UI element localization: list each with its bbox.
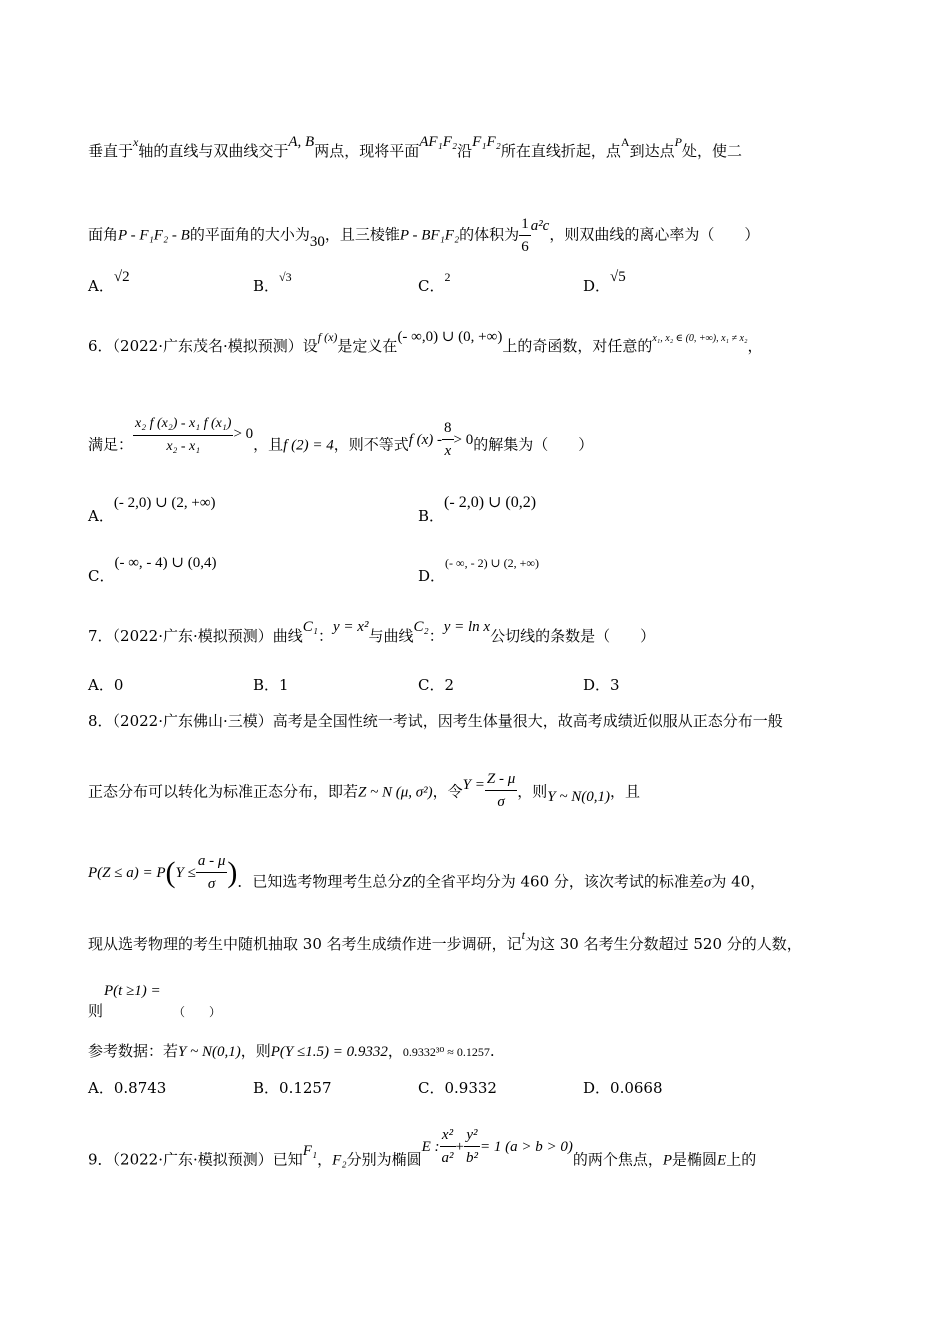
option-value: 0.0668 — [610, 1079, 663, 1097]
math-y-eq: Y = — [462, 776, 485, 793]
math-f2: f (2) = 4 — [283, 437, 334, 454]
q8-line-2 — [88, 770, 640, 815]
math-ab: A, B — [288, 134, 315, 150]
math-p: P — [674, 135, 682, 149]
text: 沿 — [457, 142, 473, 160]
math-30: 30 — [309, 233, 325, 250]
text: ， — [387, 1042, 403, 1060]
q7-option-c[interactable]: C．2 — [418, 676, 455, 694]
q5-line-2 — [88, 213, 759, 258]
q7-option-a[interactable]: A．0 — [88, 676, 124, 694]
option-value: 1 — [279, 676, 289, 694]
option-value: 2 — [444, 270, 451, 284]
text: （2022·广东佛山·三模）高考是全国性统一考试，因考生体量很大，故高考成绩近似服从正态分布一般 — [112, 712, 783, 730]
text: 上的 — [726, 1150, 757, 1169]
option-value: 0 — [113, 676, 124, 694]
q8-option-a[interactable]: A．0.8743 — [88, 1079, 167, 1097]
text: （2022·广东茂名·模拟预测）设 — [112, 337, 318, 355]
text: 垂直于 — [88, 142, 134, 160]
question-number: 8． — [88, 712, 113, 730]
text: 到达点 — [629, 142, 675, 160]
math-c1: C₁ — [302, 619, 318, 635]
math-f1: F₁ — [302, 1142, 318, 1159]
q9-line-1 — [88, 1127, 757, 1183]
math-gt0: > 0 — [233, 425, 254, 442]
math-fx: f (x) — [317, 330, 338, 344]
bound-fraction: $\frac{a - \mu}{\sigma}$ — [196, 850, 228, 895]
q8-line-4 — [88, 928, 802, 956]
q8-option-b[interactable]: B．0.1257 — [253, 1079, 332, 1097]
math-condition: x₁, x₂ ∈ (0, +∞), x₁ ≠ x₂ — [652, 333, 748, 344]
q8-line-5b — [88, 1000, 221, 1023]
q5-option-a[interactable]: A．√2 — [88, 269, 130, 295]
option-value: 0.8743 — [113, 1079, 167, 1097]
text: 是定义在 — [337, 337, 398, 355]
question-number: 6． — [88, 337, 113, 355]
math-std-normal: Y ~ N(0,1) — [178, 1044, 241, 1060]
text: （2022·广东·模拟预测）曲线 — [112, 627, 303, 645]
paren-close: ) — [227, 855, 238, 889]
q7-line-1 — [88, 619, 656, 648]
math-std-normal: Y ~ N(0,1) — [547, 788, 610, 805]
math-gt0: > 0 — [453, 431, 474, 448]
text: 的解集为（ ） — [473, 435, 594, 454]
option-value: 0.9332 — [444, 1079, 497, 1097]
paren-open: ( — [165, 855, 176, 889]
q5-option-b[interactable]: B．$^{√3}$ — [253, 270, 292, 295]
math-plus: + — [455, 1138, 464, 1155]
standardize-fraction: $\frac{Z - \mu}{\sigma}$ — [485, 768, 517, 813]
text: （2022·广东·模拟预测）已知 — [112, 1150, 303, 1169]
text: ： — [428, 627, 444, 645]
text: ，且 — [253, 435, 284, 454]
option-value: (- 2,0) ∪ (2, +∞) — [113, 495, 216, 511]
q7-option-d[interactable]: D．3 — [583, 676, 620, 694]
text: （ ） — [173, 1005, 222, 1019]
eight-over-x: $\frac{8}{x}$ — [442, 417, 454, 462]
text: ．已知选考物理考生总分 — [237, 872, 403, 891]
text: 公切线的条数是（ ） — [490, 627, 656, 645]
text: 面角 — [88, 225, 119, 244]
q6-line-1 — [88, 329, 763, 360]
option-value: √2 — [113, 269, 130, 285]
option-value: √5 — [610, 269, 626, 285]
q5-line-1 — [88, 134, 742, 163]
math-dihedral: P - F₁F₂ - B — [118, 227, 190, 244]
math-t: t — [521, 928, 525, 942]
text: 所在直线折起，点 — [500, 142, 621, 160]
q8-option-c[interactable]: C．0.9332 — [418, 1079, 497, 1097]
text: 两点，现将平面 — [314, 142, 420, 160]
y-fraction: $\frac{\text{y²}}{\text{b²}}$ — [464, 1124, 480, 1169]
option-value: 0.1257 — [279, 1079, 332, 1097]
text: 上的奇函数，对任意的 — [502, 337, 653, 355]
text: 的全省平均分为 460 分，该次考试的标准差 — [410, 872, 704, 891]
q5-option-c[interactable]: C．$^2$ — [418, 270, 451, 295]
math-e: E — [717, 1152, 727, 1169]
inequality-fraction: $\frac{\text{x₂ f (x₂) - x₁ f (x₁)}}{\text{x₂ - x₁}}$ — [133, 413, 233, 458]
text: ， — [747, 337, 763, 355]
math-a: A — [620, 135, 630, 149]
q8-reference — [88, 1040, 495, 1063]
text: 的两个焦点， — [572, 1150, 663, 1169]
q6-option-b[interactable]: B．(- 2,0) ∪ (0,2) — [418, 494, 537, 525]
text: 处，使二 — [681, 142, 742, 160]
q6-option-c[interactable]: C．(- ∞, - 4) ∪ (0,4) — [88, 555, 217, 585]
math-p: P — [662, 1152, 673, 1169]
math-fx-minus: f (x) - — [408, 431, 443, 448]
text: 是椭圆 — [672, 1150, 718, 1169]
text: 正态分布可以转化为标准正态分布，即若 — [88, 782, 359, 801]
math-c2: C₂ — [413, 619, 429, 635]
math-f2: F₂ — [332, 1152, 347, 1169]
q6-option-a[interactable]: A．(- 2,0) ∪ (2, +∞) — [88, 495, 216, 525]
text: ，令 — [432, 782, 463, 801]
text: 则 — [88, 1002, 104, 1020]
option-value: √3 — [279, 270, 292, 284]
text: 满足： — [88, 435, 134, 454]
text: . — [489, 1042, 495, 1060]
text: ， — [317, 1150, 333, 1169]
q7-option-b[interactable]: B．1 — [253, 676, 289, 694]
text: 为 40， — [711, 872, 766, 891]
q6-option-d[interactable]: D．$^{(- \infty, - 2) \cup (2, +\infty)}$ — [418, 556, 539, 585]
text: 的平面角的大小为 — [189, 225, 310, 244]
text: ，且 — [609, 782, 640, 801]
math-log: y = ln x — [443, 619, 491, 635]
math-e-colon: E : — [421, 1138, 440, 1155]
q5-option-d[interactable]: D．√5 — [583, 269, 626, 295]
question-number: 7． — [88, 627, 113, 645]
q8-line-3 — [88, 853, 766, 905]
option-value: 3 — [610, 676, 620, 694]
math-f1f2: F₁F₂ — [472, 134, 501, 150]
math-sigma: σ — [703, 874, 712, 891]
option-value: (- ∞, - 2) ∪ (2, +∞) — [445, 556, 539, 570]
math-plane: AF₁F₂ — [419, 134, 458, 150]
math-power: 0.9332³⁰ ≈ 0.1257 — [402, 1045, 490, 1059]
text: 分别为椭圆 — [346, 1150, 422, 1169]
math-y-le: Y ≤ — [175, 864, 196, 881]
text: ，则 — [517, 782, 548, 801]
math-prob-value: P(Y ≤1.5) = 0.9332 — [270, 1044, 388, 1060]
option-value: 2 — [444, 676, 455, 694]
text: 现从选考物理的考生中随机抽取 30 名考生成绩作进一步调研，记 — [88, 935, 522, 953]
q8-line-1 — [88, 710, 783, 732]
q8-option-d[interactable]: D．0.0668 — [583, 1079, 663, 1097]
math-domain: (- ∞,0) ∪ (0, +∞) — [397, 329, 503, 345]
math-a2c: a²c — [530, 217, 550, 234]
text: ： — [318, 627, 334, 645]
text: ，则不等式 — [333, 435, 409, 454]
volume-fraction: $\frac{1}{6}$ — [519, 213, 531, 258]
math-z: Z — [402, 874, 411, 891]
math-normal: Z ~ N (μ, σ²) — [358, 784, 433, 801]
question-number: 9． — [88, 1150, 113, 1169]
text: ，且三棱锥 — [324, 225, 400, 244]
math-prob-t: P(t ≥1) = — [104, 983, 161, 999]
text: ，则双曲线的离心率为（ ） — [549, 225, 760, 244]
math-ellipse-rest: = 1 (a > b > 0) — [479, 1138, 573, 1155]
text: ，则 — [240, 1042, 271, 1060]
text: 参考数据：若 — [88, 1042, 179, 1060]
math-parabola: y = x² — [333, 619, 369, 635]
x-fraction: $\frac{\text{x²}}{\text{a²}}$ — [440, 1124, 456, 1169]
option-value: (- ∞, - 4) ∪ (0,4) — [114, 555, 217, 571]
math-prob-eq: P(Z ≤ a) = P — [88, 864, 166, 881]
option-value: (- 2,0) ∪ (0,2) — [444, 494, 537, 511]
q6-line-2 — [88, 416, 594, 468]
math-pyramid: P - BF₁F₂ — [399, 227, 460, 244]
text: 的体积为 — [459, 225, 520, 244]
text: 轴的直线与双曲线交于 — [138, 142, 289, 160]
text: 与曲线 — [368, 627, 414, 645]
math-x: x — [133, 135, 139, 149]
text: 为这 30 名考生分数超过 520 分的人数， — [524, 935, 802, 953]
